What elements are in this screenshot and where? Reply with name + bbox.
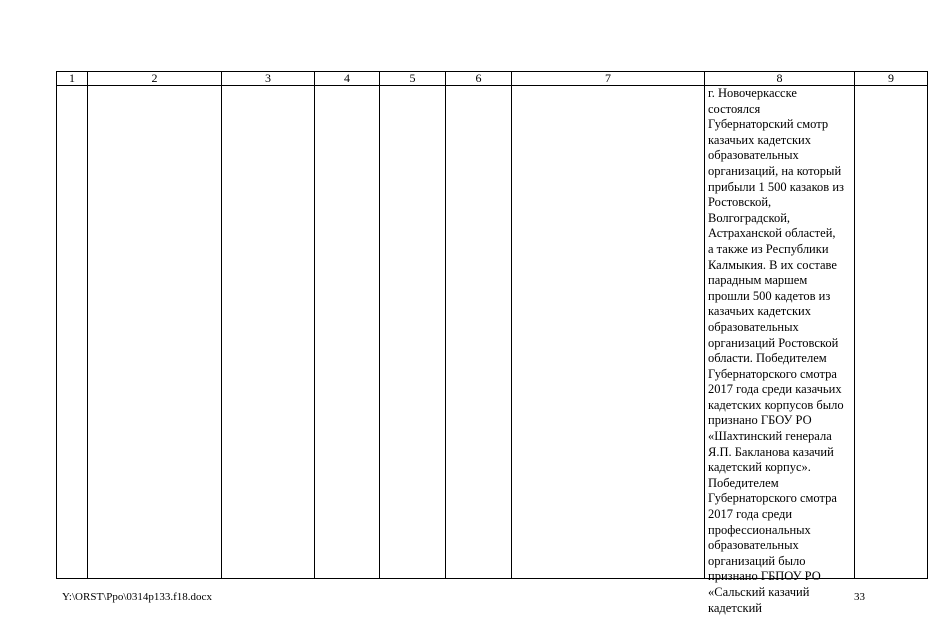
cell-col-5 [380, 86, 446, 579]
header-row [57, 72, 928, 86]
cell-col-4 [315, 86, 380, 579]
cell-col-6 [446, 86, 512, 579]
column-header-1: 1 [57, 72, 88, 86]
column-header-3: 3 [222, 72, 315, 86]
cell-col-9 [855, 86, 928, 579]
cell-col-8 [705, 86, 855, 615]
cell-col-7 [512, 86, 705, 579]
cell-col-3 [222, 86, 315, 579]
footer-file-path: Y:\ORST\Ppo\0314p133.f18.docx [62, 591, 212, 603]
cell-col-8-text: г. Новочеркасске состоялся Губернаторский смотр казачьих кадетских образовательных организаций, на который прибыли 1 500 казаков из Ростовской, Волгоградской, Астраханской областей, а также из Республики Калмыкия. В их составе парадным маршем прошли 500 кадетов из казачьих кадетских образовательных организаций Ростовской области. Победителем Губернаторского смотра 2017 года среди казачьих кадетских корпусов было признано ГБОУ РО «Шахтинский генерала Я.П. Бакланова казачий кадетский корпус». Победителем Губернаторского смотра 2017 года среди профессиональных образовательных организаций было признано ГБПОУ РО «Сальский казачий кадетский [708, 86, 844, 615]
table-row [57, 86, 928, 579]
column-header-6: 6 [446, 72, 512, 86]
cell-col-1 [57, 86, 88, 579]
column-header-8: 8 [705, 72, 855, 86]
column-header-7: 7 [512, 72, 705, 86]
footer-page-number: 33 [854, 591, 865, 603]
cell-col-2 [88, 86, 222, 579]
column-header-2: 2 [88, 72, 222, 86]
column-header-9: 9 [855, 72, 928, 86]
column-header-5: 5 [380, 72, 446, 86]
column-header-4: 4 [315, 72, 380, 86]
